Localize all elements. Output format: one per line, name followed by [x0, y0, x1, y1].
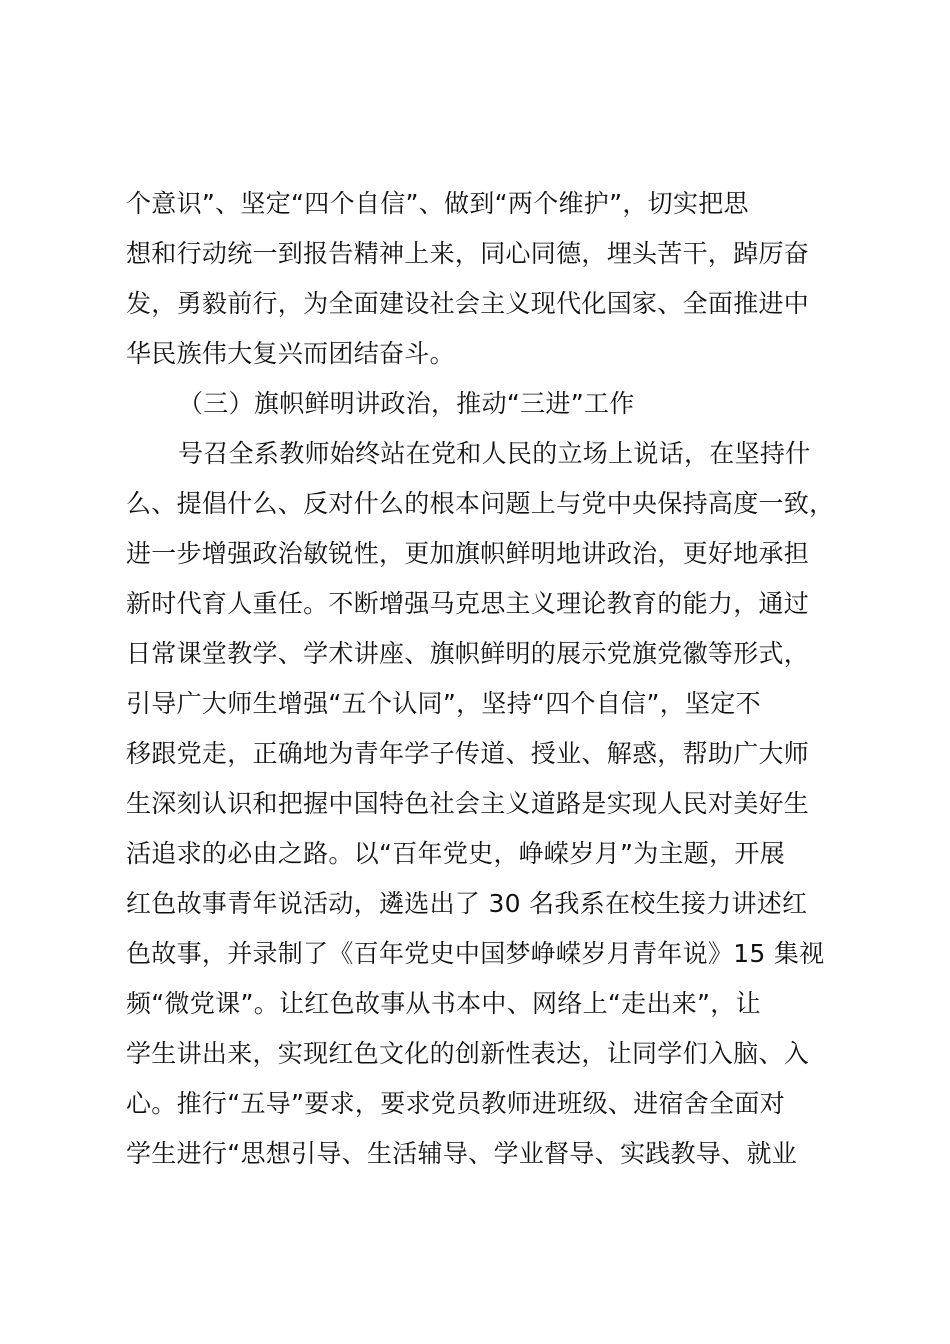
text-line: 红色故事青年说活动，遴选出了 30 名我系在校生接力讲述红 [126, 889, 808, 918]
text-line: 学生讲出来，实现红色文化的创新性表达，让同学们入脑、入 [126, 1039, 810, 1068]
text-line: 发，勇毅前行，为全面建设社会主义现代化国家、全面推进中 [126, 289, 810, 318]
text-line: 移跟党走，正确地为青年学子传道、授业、解惑，帮助广大师 [126, 739, 810, 768]
text-line: 新时代育人重任。不断增强马克思主义理论教育的能力，通过 [126, 589, 810, 618]
text-line: 引导广大师生增强“五个认同”，坚持“四个自信”，坚定不 [126, 689, 761, 718]
text-line: 日常课堂教学、学术讲座、旗帜鲜明的展示党旗党徽等形式， [126, 639, 810, 668]
text-line: 学生进行“思想引导、生活辅导、学业督导、实践教导、就业 [126, 1139, 798, 1168]
text-line: 心。推行“五导”要求，要求党员教师进班级、进宿舍全面对 [126, 1089, 786, 1118]
paragraph-first-line: 号召全系教师始终站在党和人民的立场上说话，在坚持什 [178, 439, 811, 468]
text-line: 华民族伟大复兴而团结奋斗。 [126, 339, 455, 368]
text-line: 频“微党课”。让红色故事从书本中、网络上“走出来”，让 [126, 989, 761, 1018]
text-line: 进一步增强政治敏锐性，更加旗帜鲜明地讲政治，更好地承担 [126, 539, 810, 568]
text-line: 色故事，并录制了《百年党史中国梦峥嵘岁月青年说》15 集视 [126, 939, 825, 968]
text-line: 活追求的必由之路。以“百年党史，峥嵘岁月”为主题，开展 [126, 839, 786, 868]
text-line: 个意识”、坚定“四个自信”、做到“两个维护”，切实把思 [126, 189, 749, 218]
text-line: 想和行动统一到报告精神上来，同心同德，埋头苦干，踔厉奋 [126, 239, 810, 268]
text-line: 生深刻认识和把握中国特色社会主义道路是实现人民对美好生 [126, 789, 810, 818]
section-heading: （三）旗帜鲜明讲政治，推动“三进”工作 [178, 389, 635, 418]
text-line: 么、提倡什么、反对什么的根本问题上与党中央保持高度一致， [126, 489, 835, 518]
